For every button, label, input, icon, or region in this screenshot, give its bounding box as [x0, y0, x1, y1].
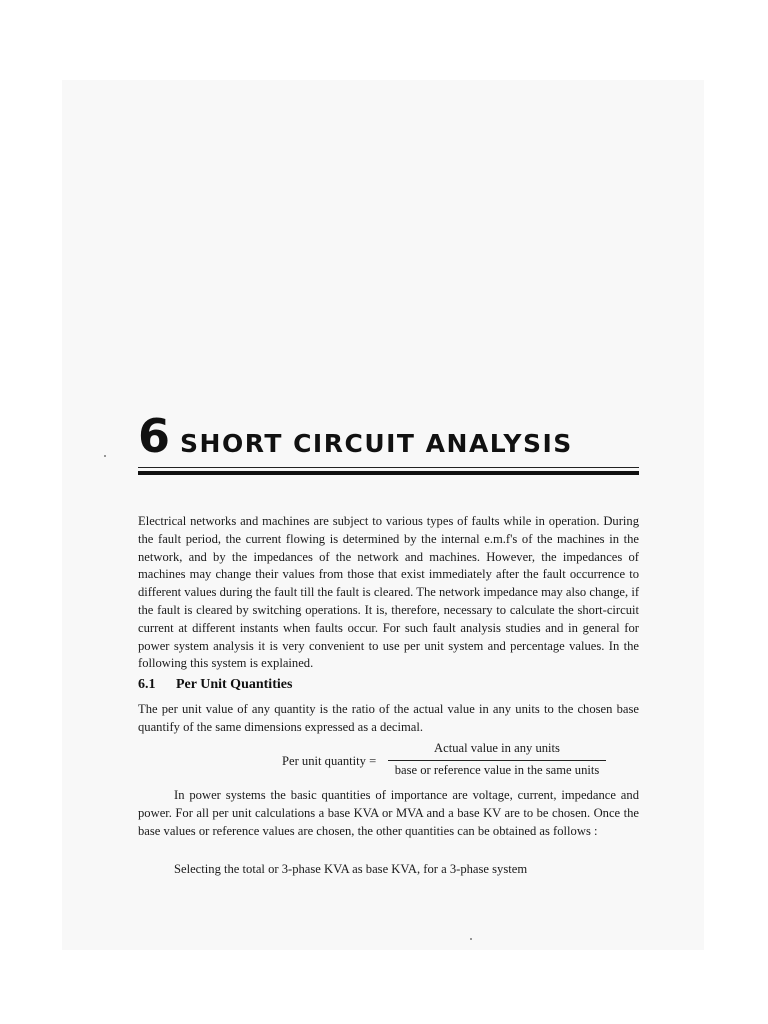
heading-rule-thin [138, 467, 639, 468]
scan-speck [470, 938, 472, 940]
section-heading [138, 677, 292, 693]
base-quantities-paragraph: In power systems the basic quantities of importance are voltage, current, impedance and power. For all per unit calculations a base KVA or MVA and a base KV are to be chosen. Once the base values or reference values are chosen, the other quantities can be obtained as follows : [138, 788, 639, 838]
chapter-heading [138, 406, 658, 466]
formula-denominator: base or reference value in the same units [394, 763, 600, 777]
scan-speck [104, 455, 106, 457]
intro-paragraph: Electrical networks and machines are subject to various types of faults while in operation. During the fault period, the current flowing is determined by the internal e.m.f's of the machines in the network, and by the impedances of the network and machines. However, the impedances of machines may change their values from those that exist immediately after the fault occurrence to different values during the fault till the fault is cleared. The network impedance may also change, if the fault is cleared by switching operations. It is, therefore, necessary to calculate the short-circuit current at different instants when faults occur. For such fault analysis studies and in general for power system analysis it is very convenient to use per unit system and percentage values. In the following this system is explained. [138, 514, 640, 671]
section-title: Per Unit Quantities [176, 677, 293, 692]
heading-rule-thick [138, 471, 639, 475]
section-number: 6.1 [138, 677, 156, 692]
definition-paragraph: The per unit value of any quantity is the ratio of the actual value in any units to the chosen base quantify of the same dimensions expressed as a decimal. [138, 702, 639, 734]
chapter-number: 6 [138, 409, 171, 463]
fraction-bar [388, 760, 606, 761]
selection-line: Selecting the total or 3-phase KVA as base KVA, for a 3-phase system [174, 862, 528, 876]
chapter-title: SHORT CIRCUIT ANALYSIS [180, 429, 573, 458]
per-unit-formula [282, 741, 622, 781]
formula-numerator: Actual value in any units [434, 741, 560, 755]
formula-lhs: Per unit quantity = [282, 754, 377, 768]
